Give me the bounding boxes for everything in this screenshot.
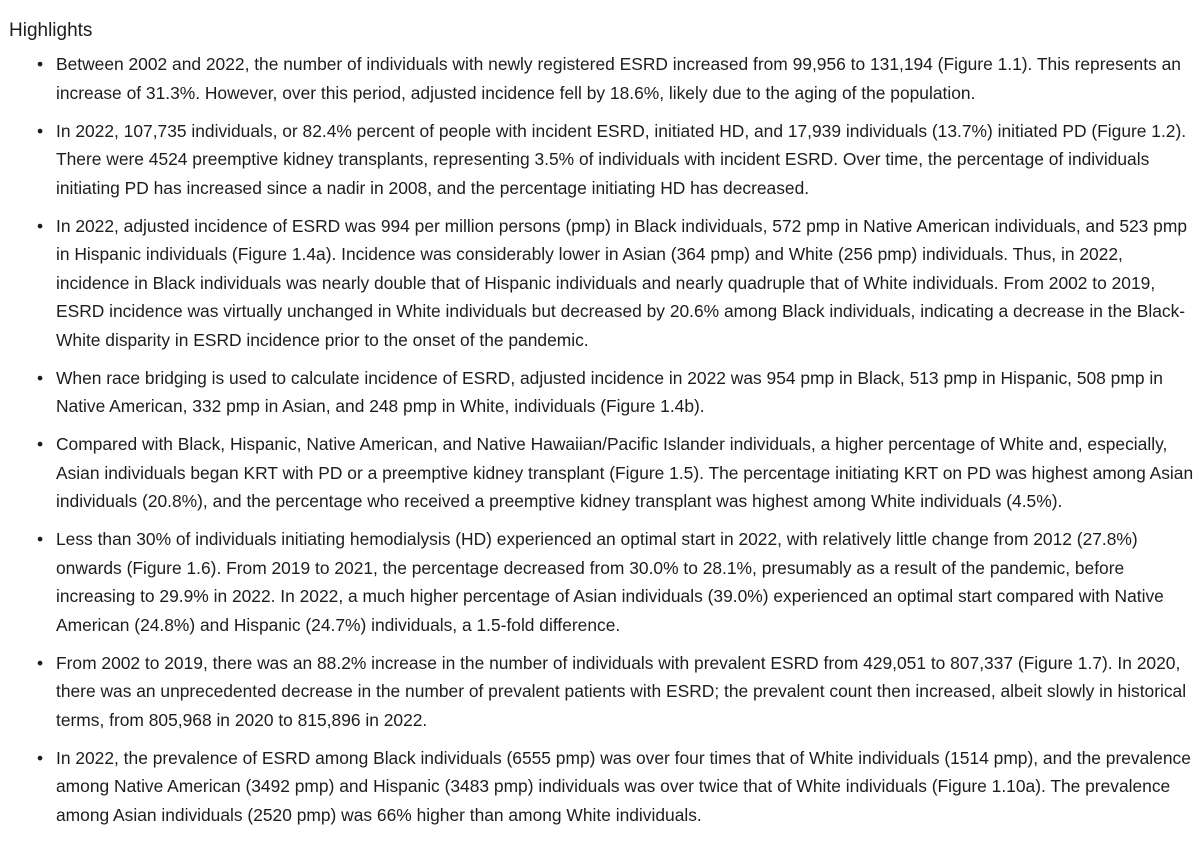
- list-item: [36, 649, 1196, 735]
- list-item: [36, 117, 1196, 203]
- list-item-text: In 2022, 107,735 individuals, or 82.4% percent of people with incident ESRD, initiated HD, and 17,939 individuals (13.7%) initiated PD (Figure 1.2). There were 4524 preemptive kidney transplants, representing 3.5% of individuals with incident ESRD. Over time, the percentage of individuals initiating PD has increased since a nadir in 2008, and the percentage initiating HD has decreased.: [56, 120, 1187, 198]
- list-item-text: From 2002 to 2019, there was an 88.2% increase in the number of individuals with prevalent ESRD from 429,051 to 807,337 (Figure 1.7). In 2020, there was an unprecedented decrease in the number of prevalent patients with ESRD; the prevalent count then increased, albeit slowly in historical terms, from 805,968 in 2020 to 815,896 in 2022.: [56, 652, 1187, 730]
- list-item: [36, 50, 1196, 107]
- bullet-icon: •: [36, 215, 44, 236]
- list-item: [36, 212, 1196, 355]
- list-item-text: In 2022, adjusted incidence of ESRD was 994 per million persons (pmp) in Black individuals, 572 pmp in Native American individuals, and 523 pmp in Hispanic individuals (Figure 1.4a). Incidence was considerably lower in Asian (364 pmp) and White (256 pmp) individuals. Thus, in 2022, incidence in Black individuals was nearly double that of Hispanic individuals and nearly quadruple that of White individuals. From 2002 to 2019, ESRD incidence was virtually unchanged in White individuals but decreased by 20.6% among Black individuals, indicating a decrease in the Black-White disparity in ESRD incidence prior to the onset of the pandemic.: [56, 215, 1188, 350]
- bullet-icon: •: [36, 367, 44, 388]
- list-item: [36, 364, 1196, 421]
- bullet-icon: •: [36, 747, 44, 768]
- highlights-list: [9, 50, 1200, 829]
- list-item: [36, 525, 1196, 639]
- bullet-icon: •: [36, 434, 44, 454]
- list-item-text: When race bridging is used to calculate incidence of ESRD, adjusted incidence in 2022 was 954 pmp in Black, 513 pmp in Hispanic, 508 pmp in Native American, 332 pmp in Asian, and 248 pmp in White, individuals (Figure 1.4b).: [56, 367, 1163, 416]
- bullet-icon: •: [36, 652, 44, 673]
- bullet-icon: •: [36, 529, 44, 549]
- list-item-text: Compared with Black, Hispanic, Native American, and Native Hawaiian/Pacific Islander individuals, a higher percentage of White and, especially, Asian individuals began KRT with PD or a preemptive kidney transplant (Figure 1.5). The percentage initiating KRT on PD was highest among Asian individuals (20.8%), and the percentage who received a preemptive kidney transplant was highest among White individuals (4.5%).: [56, 434, 1194, 511]
- list-item-text: Between 2002 and 2022, the number of individuals with newly registered ESRD increased from 99,956 to 131,194 (Figure 1.1). This represents an increase of 31.3%. However, over this period, adjusted incidence fell by 18.6%, likely due to the aging of the population.: [56, 54, 1181, 103]
- bullet-icon: •: [36, 54, 44, 74]
- list-item: [36, 430, 1196, 516]
- list-item-text: In 2022, the prevalence of ESRD among Black individuals (6555 pmp) was over four times that of White individuals (1514 pmp), and the prevalence among Native American (3492 pmp) and Hispanic (3483 pmp) individuals was over twice that of White individuals (Figure 1.10a). The prevalence among Asian individuals (2520 pmp) was 66% higher than among White individuals.: [56, 747, 1191, 825]
- bullet-icon: •: [36, 120, 44, 141]
- list-item: [36, 744, 1196, 830]
- section-heading: Highlights: [9, 20, 93, 41]
- list-item-text: Less than 30% of individuals initiating hemodialysis (HD) experienced an optimal start in 2022, with relatively little change from 2012 (27.8%) onwards (Figure 1.6). From 2019 to 2021, the percentage decreased from 30.0% to 28.1%, presumably as a result of the pandemic, before increasing to 29.9% in 2022. In 2022, a much higher percentage of Asian individuals (39.0%) experienced an optimal start compared with Native American (24.8%) and Hispanic (24.7%) individuals, a 1.5-fold difference.: [56, 529, 1164, 635]
